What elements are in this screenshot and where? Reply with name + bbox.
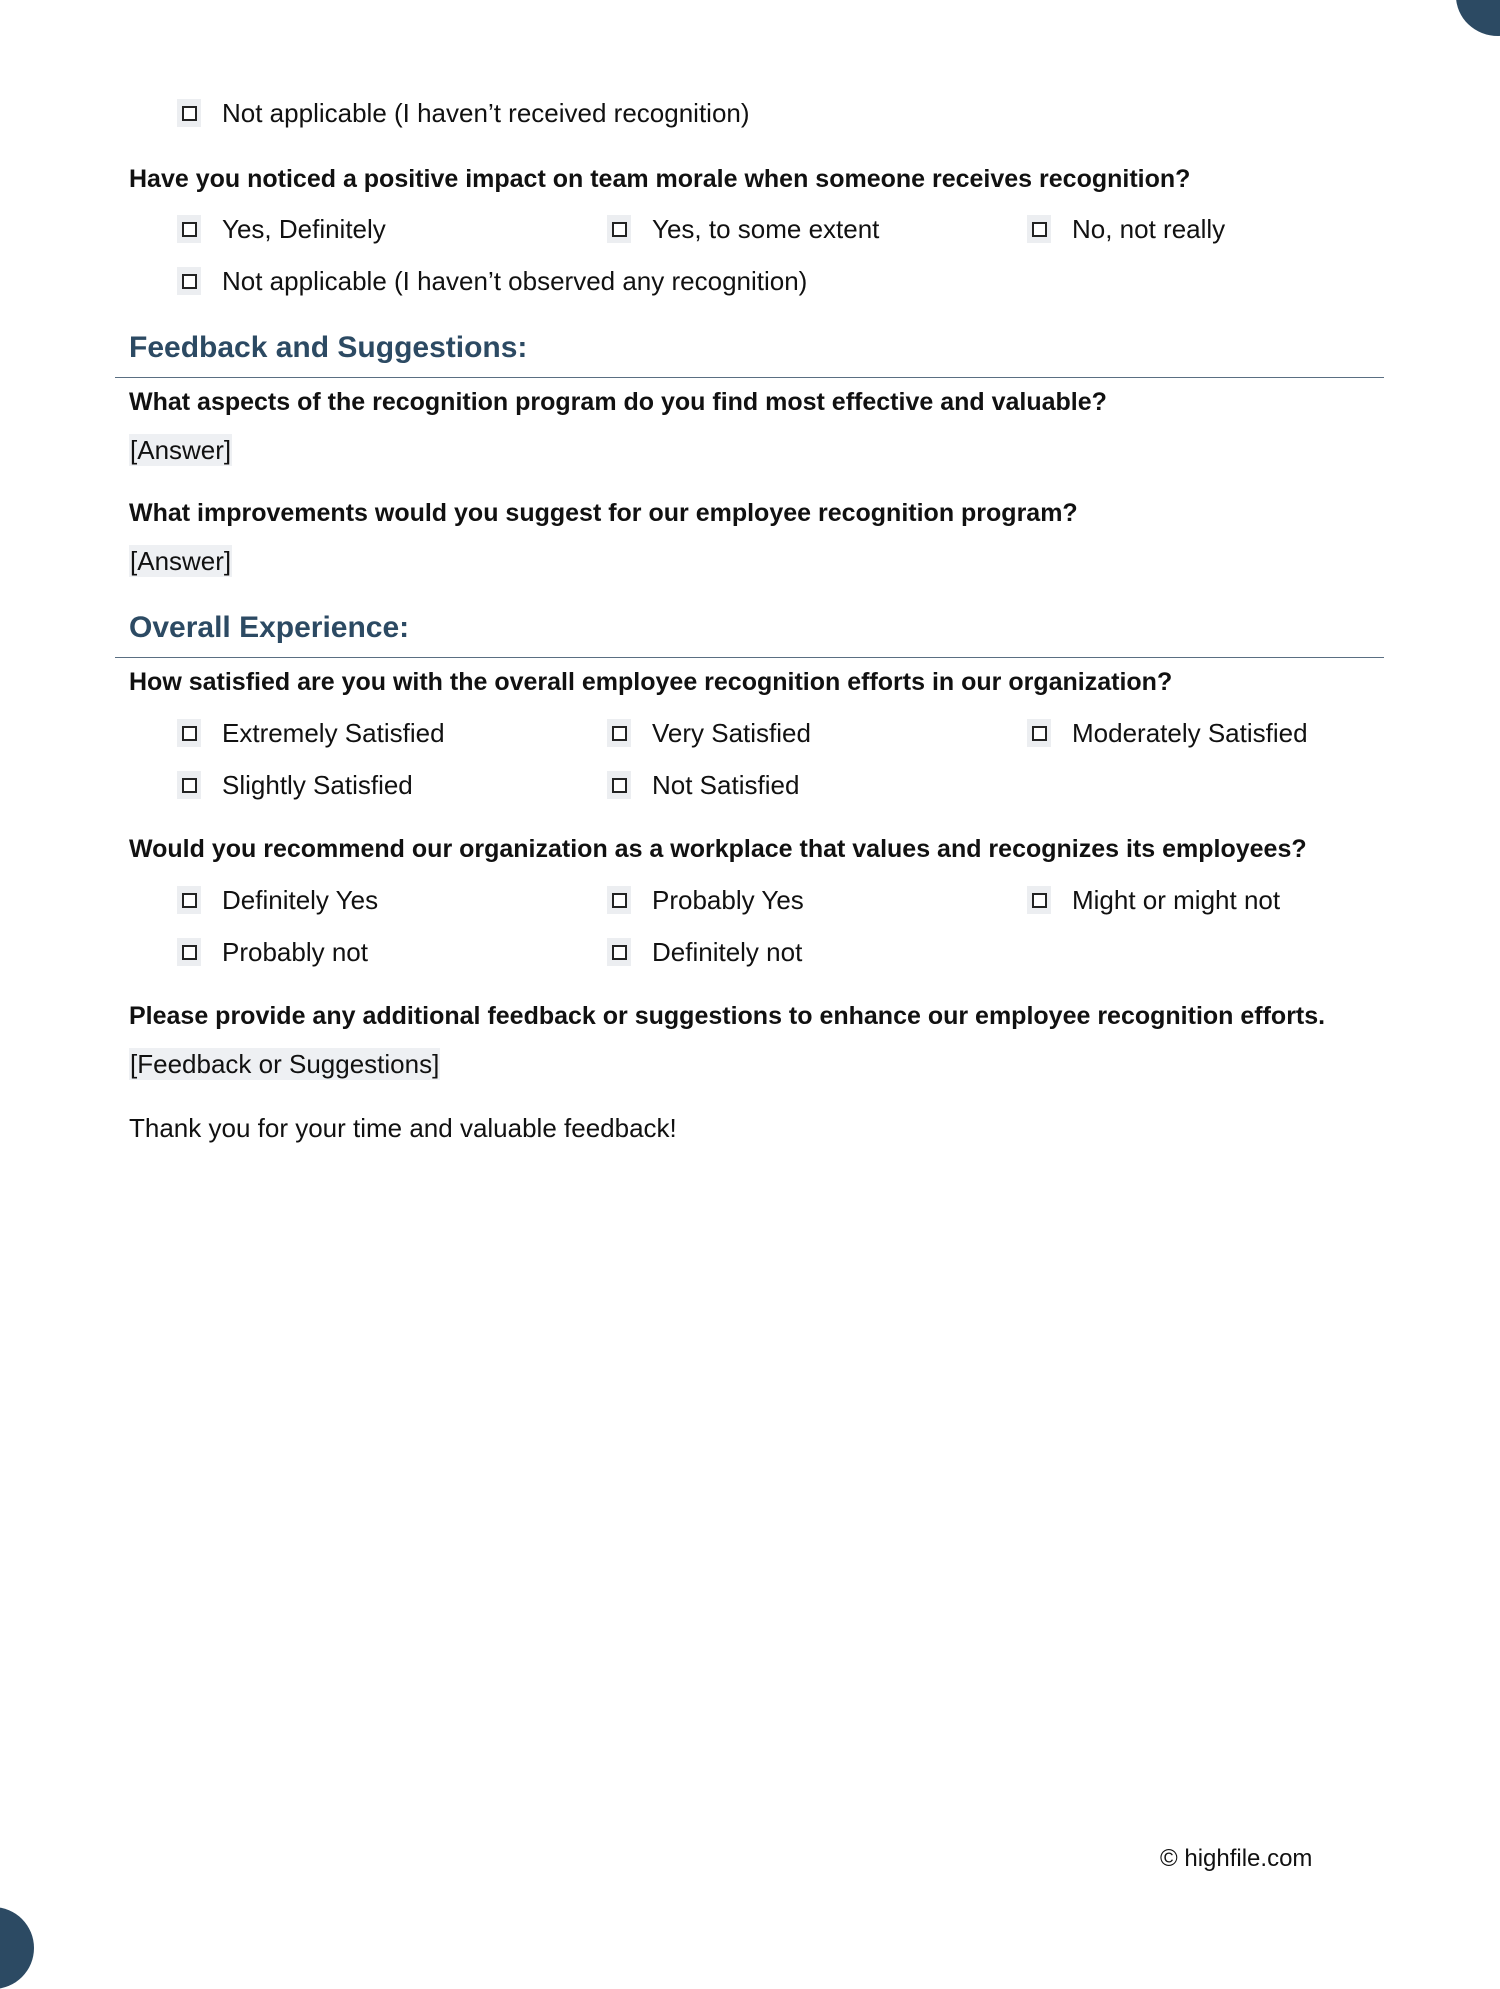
- checkbox-icon[interactable]: [1027, 719, 1051, 747]
- question-effective-aspects: What aspects of the recognition program do you find most effective and valuable?: [129, 388, 1107, 416]
- option-morale-some-extent[interactable]: [607, 214, 879, 244]
- question-satisfaction: How satisfied are you with the overall employee recognition efforts in our organization?: [129, 668, 1173, 696]
- section-title-feedback: Feedback and Suggestions:: [129, 331, 528, 364]
- question-improvements: What improvements would you suggest for our employee recognition program?: [129, 499, 1078, 527]
- checkbox-icon[interactable]: [177, 215, 201, 243]
- option-moderately-satisfied[interactable]: [1027, 718, 1308, 748]
- option-definitely-not[interactable]: [607, 937, 802, 967]
- checkbox-icon[interactable]: [177, 99, 201, 127]
- answer-field-additional-feedback[interactable]: [Feedback or Suggestions]: [130, 1049, 440, 1079]
- checkbox-icon[interactable]: [177, 771, 201, 799]
- option-not-applicable-received[interactable]: [177, 98, 750, 128]
- option-label: No, not really: [1072, 214, 1226, 244]
- section-divider: [115, 377, 1384, 378]
- checkbox-icon[interactable]: [607, 938, 631, 966]
- question-recommend: Would you recommend our organization as a workplace that values and recognizes its employees?: [129, 835, 1307, 863]
- footer-copyright: © highfile.com: [1160, 1845, 1313, 1872]
- question-additional-feedback: Please provide any additional feedback or suggestions to enhance our employee recognition efforts.: [129, 1002, 1326, 1030]
- option-label: Might or might not: [1072, 885, 1281, 915]
- option-label: Not Satisfied: [652, 770, 800, 800]
- option-label: Very Satisfied: [652, 718, 811, 748]
- corner-decoration-top-right: [1456, 0, 1500, 36]
- section-title-overall: Overall Experience:: [129, 611, 410, 644]
- option-label: Moderately Satisfied: [1072, 718, 1308, 748]
- checkbox-icon[interactable]: [1027, 215, 1051, 243]
- option-label: Yes, Definitely: [222, 214, 386, 244]
- option-label: Definitely Yes: [222, 885, 379, 915]
- option-probably-not[interactable]: [177, 937, 368, 967]
- option-very-satisfied[interactable]: [607, 718, 811, 748]
- option-not-satisfied[interactable]: [607, 770, 799, 800]
- option-label: Probably not: [222, 937, 368, 967]
- option-definitely-yes[interactable]: [177, 885, 378, 915]
- option-might-or-might-not[interactable]: [1027, 885, 1280, 915]
- thank-you-text: Thank you for your time and valuable feedback!: [129, 1113, 677, 1143]
- option-slightly-satisfied[interactable]: [177, 770, 413, 800]
- option-morale-yes-definitely[interactable]: [177, 214, 386, 244]
- checkbox-icon[interactable]: [177, 267, 201, 295]
- option-label: Yes, to some extent: [652, 214, 880, 244]
- option-label: Probably Yes: [652, 885, 804, 915]
- option-label: Not applicable (I haven’t received recognition): [222, 98, 750, 128]
- checkbox-icon[interactable]: [177, 886, 201, 914]
- option-label: Slightly Satisfied: [222, 770, 413, 800]
- option-label: Extremely Satisfied: [222, 718, 445, 748]
- checkbox-icon[interactable]: [1027, 886, 1051, 914]
- checkbox-icon[interactable]: [607, 215, 631, 243]
- option-morale-not-really[interactable]: [1027, 214, 1225, 244]
- checkbox-icon[interactable]: [607, 771, 631, 799]
- checkbox-icon[interactable]: [177, 938, 201, 966]
- corner-decoration-bottom-left: [0, 1907, 34, 1989]
- option-probably-yes[interactable]: [607, 885, 804, 915]
- question-team-morale: Have you noticed a positive impact on team morale when someone receives recognition?: [129, 165, 1191, 193]
- option-extremely-satisfied[interactable]: [177, 718, 445, 748]
- option-label: Definitely not: [652, 937, 803, 967]
- section-divider: [115, 657, 1384, 658]
- option-morale-not-applicable[interactable]: [177, 266, 807, 296]
- answer-field-effective-aspects[interactable]: [Answer]: [130, 435, 232, 465]
- checkbox-icon[interactable]: [607, 719, 631, 747]
- answer-field-improvements[interactable]: [Answer]: [130, 546, 232, 576]
- checkbox-icon[interactable]: [177, 719, 201, 747]
- option-label: Not applicable (I haven’t observed any recognition): [222, 266, 808, 296]
- checkbox-icon[interactable]: [607, 886, 631, 914]
